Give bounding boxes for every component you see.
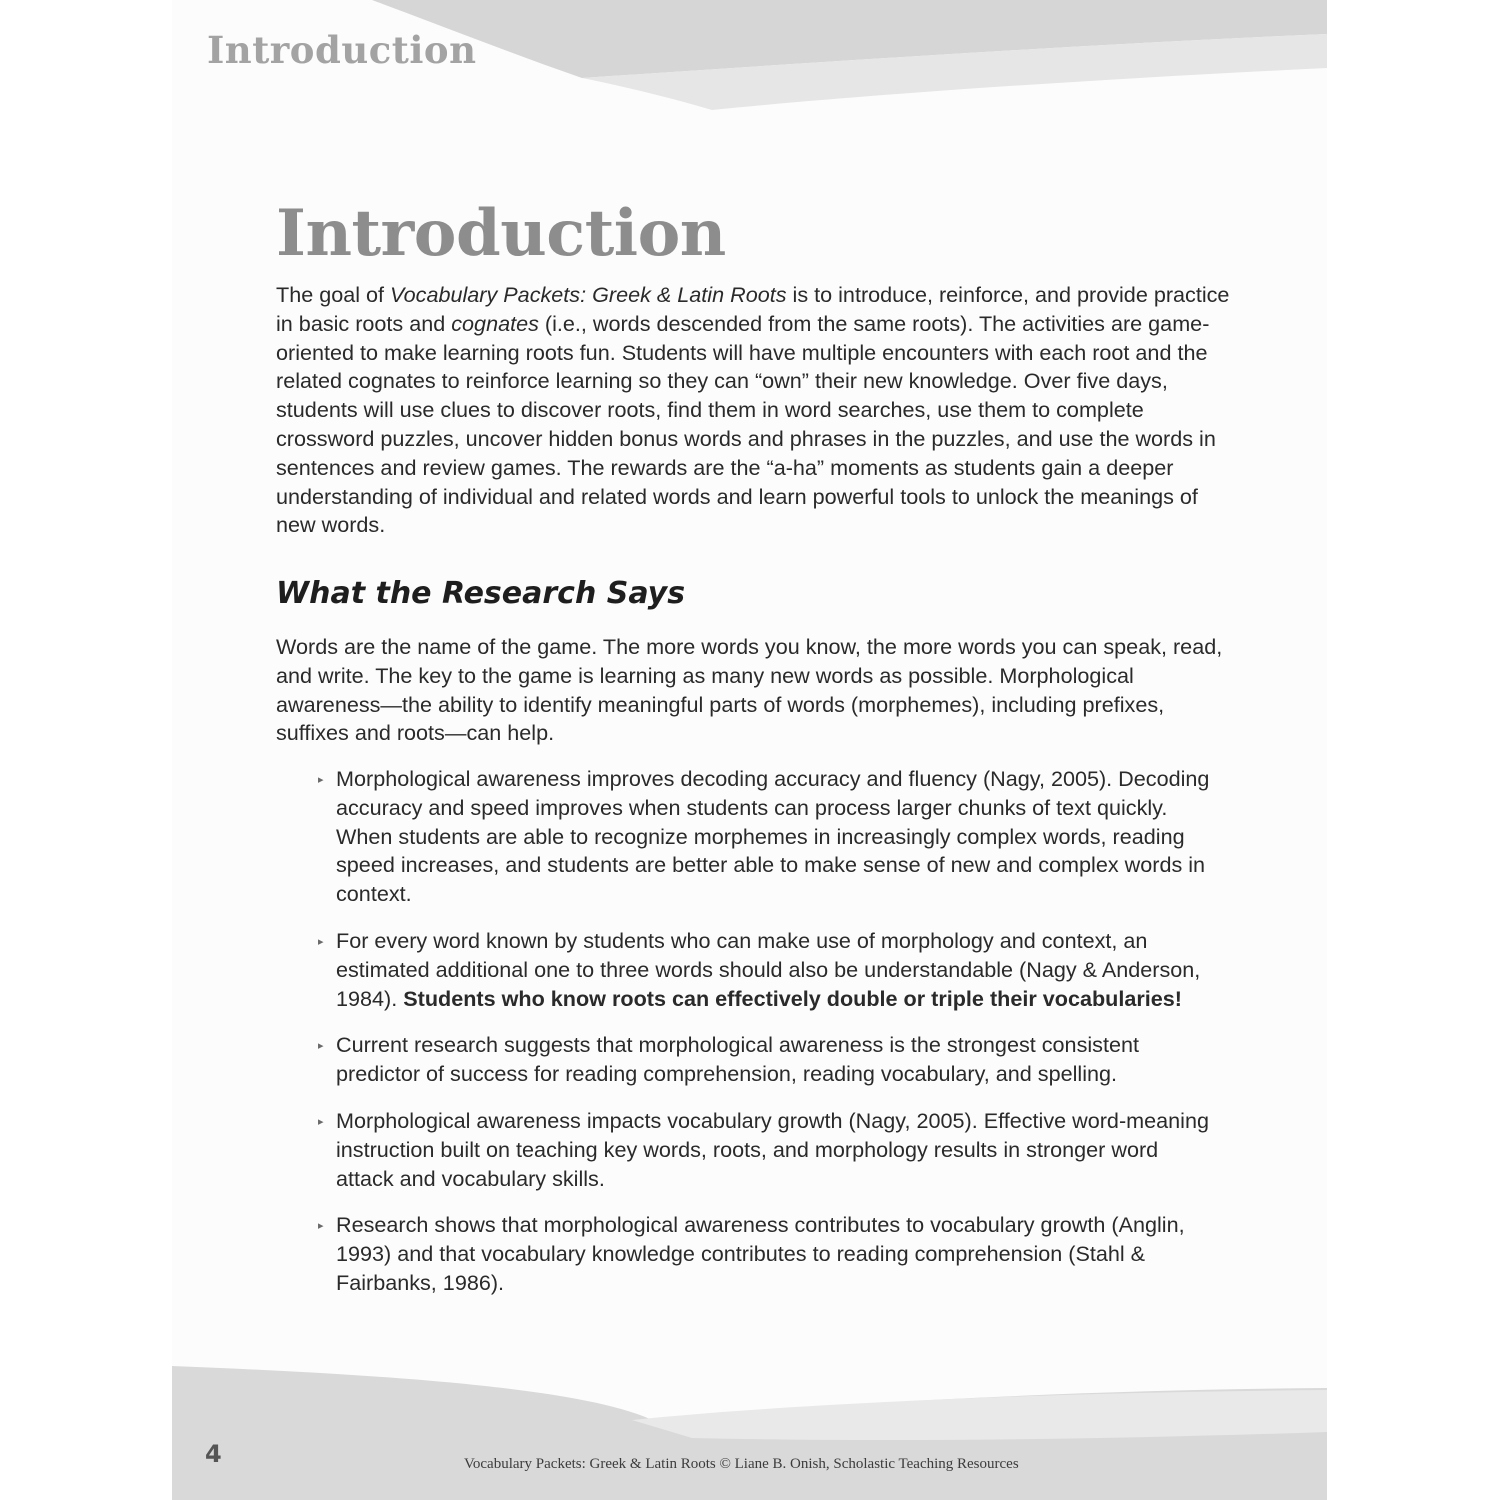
section-heading: What the Research Says	[276, 576, 686, 611]
book-title: Vocabulary Packets: Greek & Latin Roots	[390, 282, 787, 307]
triangle-bullet-icon: ▸	[318, 1219, 324, 1233]
bullet-text: Morphological awareness improves decoding accuracy and fluency (Nagy, 2005). Decoding accuracy and speed improves when students can process larger chunks of text quickly. When students are able to recognize morphemes in increasingly complex words, reading speed increases, and students are better able to make sense of new and complex words in context.	[336, 766, 1210, 907]
research-bullet-list	[318, 765, 1218, 1316]
list-item	[318, 1031, 1218, 1089]
page-number: 4	[205, 1440, 222, 1468]
list-item	[318, 1211, 1218, 1297]
list-item	[318, 1107, 1218, 1193]
footer-credit: Vocabulary Packets: Greek & Latin Roots © Liane B. Onish, Scholastic Teaching Resources	[464, 1456, 1019, 1472]
triangle-bullet-icon: ▸	[318, 1114, 324, 1128]
list-item	[318, 927, 1218, 1013]
term-cognates: cognates	[451, 310, 539, 336]
bullet-text: Research shows that morphological awareness contributes to vocabulary growth (Anglin, 1993) and that vocabulary knowledge contributes to reading comprehension (Stahl & Fairbanks, 1986).	[336, 1212, 1185, 1295]
research-paragraph: Words are the name of the game. The more words you know, the more words you can speak, read, and write. The key to the game is learning as many new words as possible. Morphological awareness—the ability to identify meaningful parts of words (morphemes), including prefixes, suffixes and roots—can help.	[276, 634, 1223, 746]
bullet-emphasis: Students who know roots can effectively double or triple their vocabularies!	[403, 985, 1182, 1011]
list-item	[318, 765, 1218, 909]
triangle-bullet-icon: ▸	[318, 773, 324, 786]
intro-text-2: is to introduce, reinforce, and provide practice in basic roots and	[276, 282, 1230, 336]
bullet-text: Current research suggests that morphological awareness is the strongest consistent predictor of success for reading comprehension, reading vocabulary, and spelling.	[336, 1032, 1139, 1087]
intro-text-1: The goal of	[276, 282, 391, 307]
document-page	[172, 0, 1327, 1500]
triangle-bullet-icon: ▸	[318, 934, 324, 948]
page-title: Introduction	[276, 196, 726, 271]
triangle-bullet-icon: ▸	[318, 1039, 324, 1053]
intro-text-3: (i.e., words descended from the same roots). The activities are game-oriented to make learning roots fun. Students will have multiple encounters with each root and the related cognates to reinforce learning so they can “own” their new knowledge. Over five days, students will use clues to discover roots, find them in word searches, use them to complete crossword puzzles, uncover hidden bonus words and phrases in the puzzles, and use the words in sentences and review games. The rewards are the “a-ha” moments as students gain a deeper understanding of individual and related words and learn powerful tools to unlock the meanings of new words.	[276, 310, 1216, 538]
footer-swoosh-light	[632, 1390, 1327, 1440]
bullet-text: Morphological awareness impacts vocabulary growth (Nagy, 2005). Effective word-meaning instruction built on teaching key words, roots, and morphology results in stronger word attack and vocabulary skills.	[336, 1107, 1209, 1191]
intro-paragraph	[276, 281, 1236, 540]
bullet-text: For every word known by students who can make use of morphology and context, an estimated additional one to three words should also be understandable (Nagy & Anderson, 1984).	[336, 927, 1201, 1011]
running-head: Introduction	[207, 28, 477, 72]
